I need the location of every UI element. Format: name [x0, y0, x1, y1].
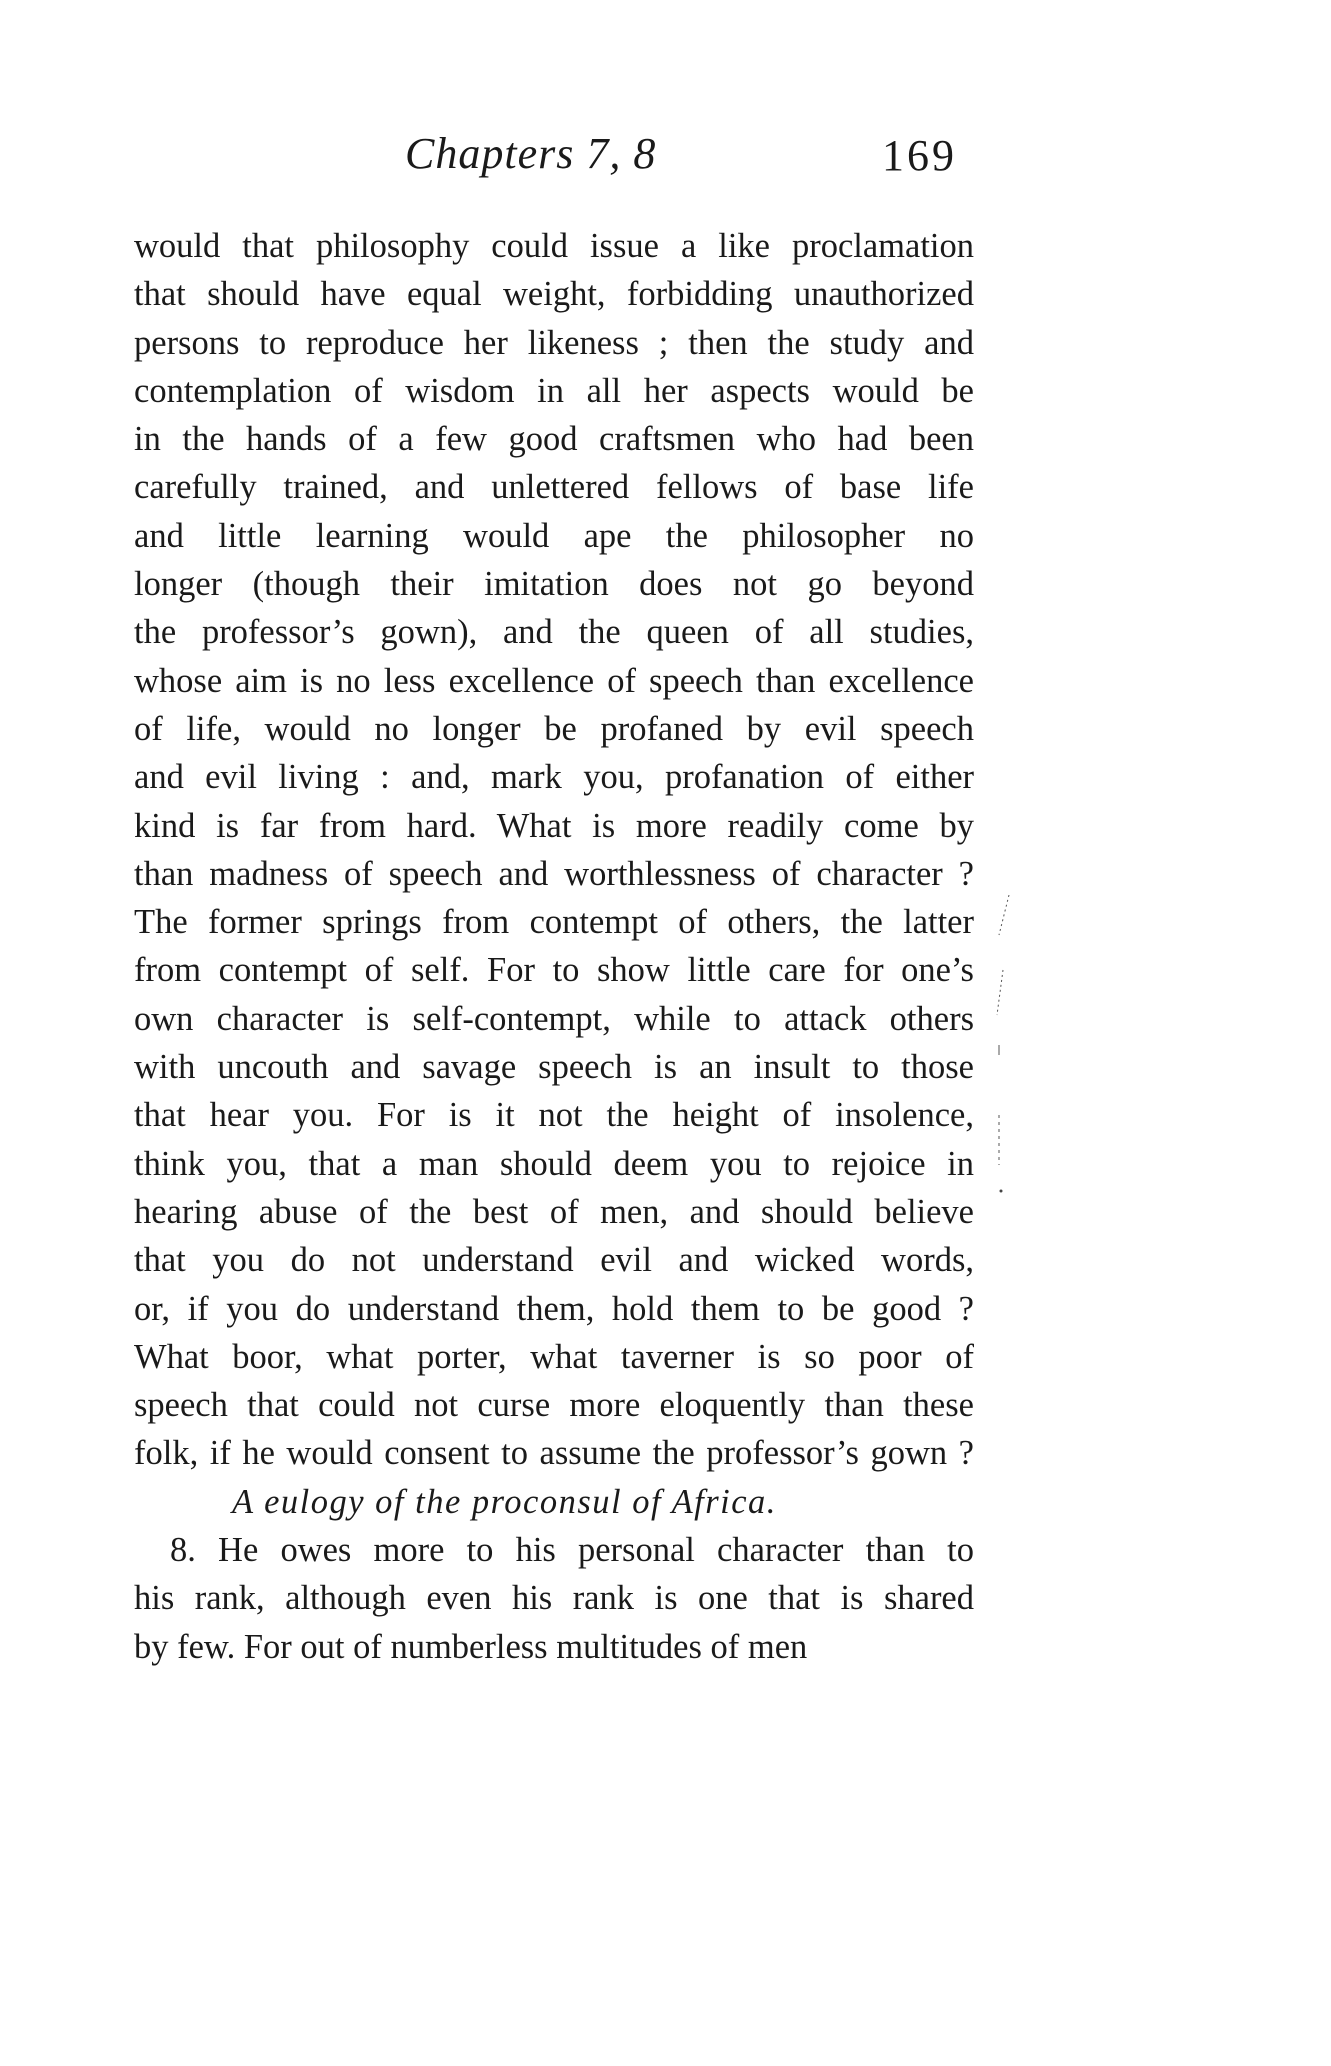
- page-number: 169: [882, 131, 957, 180]
- text-line: persons to reproduce her likeness ; then the study and: [134, 323, 974, 362]
- text-line: with uncouth and savage speech is an insult to those: [134, 1048, 974, 1087]
- text-line: carefully trained, and unlettered fellows of base life: [134, 468, 974, 507]
- text-line: would that philosophy could issue a like proclamation: [134, 227, 974, 265]
- text-line: longer (though their imitation does not go beyond: [134, 565, 974, 604]
- text-line: whose aim is no less excellence of speech than excellence: [134, 661, 974, 700]
- text-line: and evil living : and, mark you, profanation of either: [134, 758, 974, 797]
- text-line: the professor’s gown), and the queen of all studies,: [134, 613, 974, 652]
- text-line: of life, would no longer be profaned by evil speech: [134, 709, 974, 748]
- text-line: that should have equal weight, forbidding unauthorized: [134, 275, 974, 314]
- body-text: [134, 222, 974, 1671]
- section-8-line: his rank, although even his rank is one that is shared: [134, 1579, 974, 1618]
- text-line: and little learning would ape the philosopher no: [134, 516, 974, 555]
- text-line: contemplation of wisdom in all her aspects would be: [134, 371, 974, 410]
- text-line: than madness of speech and worthlessness of character ?: [134, 854, 974, 893]
- text-line: or, if you do understand them, hold them to be good ?: [134, 1289, 974, 1328]
- section-8-line: 8. He owes more to his personal character than to: [170, 1531, 974, 1570]
- text-line: in the hands of a few good craftsmen who had been: [134, 420, 974, 459]
- text-line: What boor, what porter, what taverner is so poor of: [134, 1337, 974, 1376]
- text-line: The former springs from contempt of others, the latter: [134, 903, 974, 942]
- section-8-line: by few. For out of numberless multitudes of men: [134, 1627, 808, 1666]
- text-line: from contempt of self. For to show little care for one’s: [134, 951, 974, 990]
- text-line: think you, that a man should deem you to rejoice in: [134, 1144, 974, 1183]
- text-line: kind is far from hard. What is more readily come by: [134, 806, 974, 845]
- running-head: Chapters 7, 8: [405, 129, 657, 178]
- margin-scan-marks: [995, 895, 1015, 1195]
- text-line: that you do not understand evil and wicked words,: [134, 1241, 974, 1280]
- sidenote-heading: A eulogy of the proconsul of Africa.: [232, 1482, 777, 1521]
- text-line: folk, if he would consent to assume the professor’s gown ?: [134, 1434, 974, 1473]
- text-line: that hear you. For is it not the height of insolence,: [134, 1096, 974, 1135]
- text-line: speech that could not curse more eloquently than these: [134, 1386, 974, 1425]
- text-line: own character is self-contempt, while to attack others: [134, 999, 974, 1038]
- text-line: hearing abuse of the best of men, and should believe: [134, 1192, 974, 1231]
